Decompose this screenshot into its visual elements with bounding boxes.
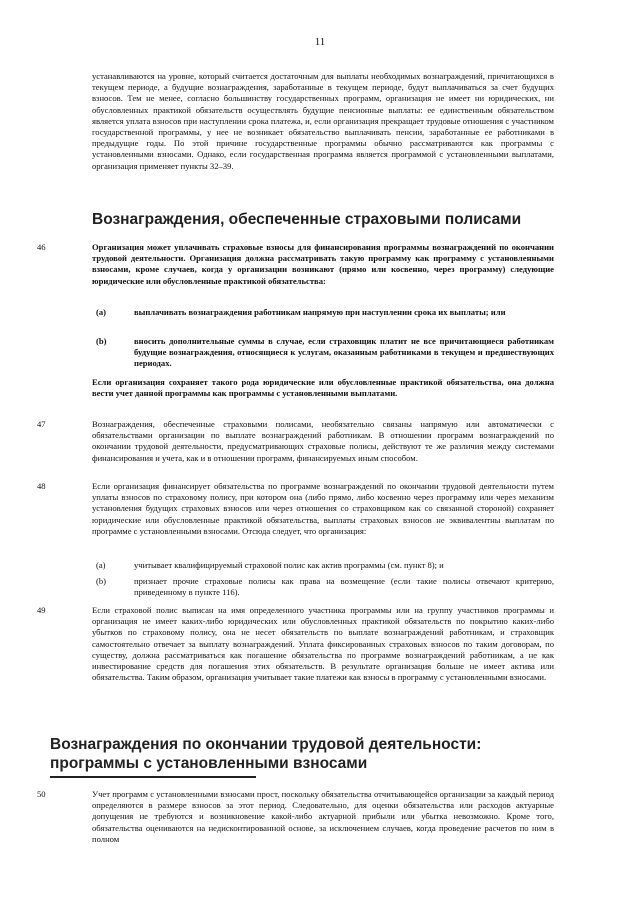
paragraph-number-49: 49 — [37, 605, 46, 615]
item-48b-text: признает прочие страховые полисы как права на возмещение (если такие полисы отвечают критерию, приведенному в пункте 116). — [134, 576, 554, 598]
section-heading-defined-contribution: Вознаграждения по окончании трудовой деятельности: программы с установленными взносами — [50, 736, 482, 772]
item-48a-text: учитывает квалифицируемый страховой полис как актив программы (см. пункт 8); и — [134, 560, 444, 570]
item-label-48a: (a) — [96, 560, 106, 570]
paragraph-50-text: Учет программ с установленными взносами прост, поскольку обязательства отчитывающейся организации за каждый период определяются в размере взносов за этот период. Следовательно, для оценки обязательства или расходов актуарные допущения не требуются и возникновение какой-либо актуарной прибыли или убытка невозможно. Кроме того, обязательства оцениваются на недисконтированной основе, за исключением случаев, когда проведение расчетов по ним в полном — [92, 789, 554, 844]
paragraph-48-text: Если организация финансирует обязательства по программе вознаграждений по окончании трудовой деятельности путем уплаты взносов по страховому полису, при котором она (либо прямо, либо косвенно через программу или через механизм установления будущих страховых взносов или через отношения со страховщиком как со связанной стороной) сохраняет юридические или обусловленные практикой обязательства, выплаты страховых взносов не эквивалентны выплатам по программе с установленными взносами. Отсюда следует, что организация: — [92, 481, 554, 536]
section-heading-insurance: Вознаграждения, обеспеченные страховыми полисами — [92, 211, 522, 228]
paragraph-number-50: 50 — [37, 789, 46, 799]
item-label-48b: (b) — [96, 576, 107, 586]
paragraph-number-48: 48 — [37, 481, 46, 491]
paragraph-number-47: 47 — [37, 419, 46, 429]
item-46a-text: выплачивать вознаграждения работникам напрямую при наступлении срока их выплаты; или — [134, 307, 506, 317]
item-46b-text: вносить дополнительные суммы в случае, если страховщик платит не все причитающиеся работникам будущие вознаграждения, относящиеся к услугам, оказанным работниками в текущем и предшествующих периодах. — [134, 336, 554, 369]
page-number: 11 — [314, 36, 326, 48]
item-label-46a: (a) — [96, 307, 107, 317]
paragraph-46-text: Организация может уплачивать страховые взносы для финансирования программы вознаграждений по окончании трудовой деятельности. Организация должна рассматривать такую программу как программу с установленными взносами, кроме случаев, когда у организации возникают (прямо или косвенно, через программу) следующие юридические или обусловленные практикой обязательства: — [92, 242, 554, 286]
heading-underline — [50, 776, 256, 778]
item-label-46b: (b) — [96, 336, 107, 346]
paragraph-46-closing: Если организация сохраняет такого рода юридические или обусловленные практикой обязательства, она должна вести учет данной программы как программы с установленными выплатами. — [92, 377, 554, 399]
paragraph-47-text: Вознаграждения, обеспеченные страховыми полисами, необязательно связаны напрямую или автоматически с обязательствами организации по выплате вознаграждений работникам. В отношении программ вознаграждений по окончании трудовой деятельности, предусматривающих страховые полисы, действуют те же различия между системами финансирования и учета, как и в отношении программ, финансируемых иным способом. — [92, 419, 554, 463]
paragraph-number-46: 46 — [37, 242, 46, 252]
intro-paragraph: устанавливаются на уровне, который считается достаточным для выплаты необходимых вознаграждений, причитающихся в текущем периоде, а будущие вознаграждения, заработанные в текущем периоде, будут выплачиваться за счет будущих взносов. Тем не менее, согласно большинству государственных программ, организация не имеет ни юридических, ни обусловленных практикой обязательств осуществлять будущие пенсионные выплаты: ее единственным обязательством является уплата взносов при наступлении срока платежа, и, если организация прекращает трудовые отношения с участником государственной программы, у нее не возникает обязательство выплачивать пенсии, заработанные ее работниками в предыдущие годы. По этой причине государственные программы обычно рассматриваются как программы с установленными взносами. Однако, если государственная программа является программой с установленными выплатами, организация применяет пункты 32–39. — [92, 71, 554, 171]
paragraph-49-text: Если страховой полис выписан на имя определенного участника программы или на группу участников программы и организация не имеет каких-либо юридических или обусловленных практикой обязательств по покрытию каких-либо убытков по страховому полису, она не несет обязательств по выплате вознаграждений работникам, и страховщик самостоятельно отвечает за выплату вознаграждений. Уплата фиксированных страховых взносов по таким договорам, по существу, должна рассматриваться как погашение обязательства по программе вознаграждений работникам, а не как инвестирование средств для погашения этих обязательств. В результате организация больше не имеет актива или обязательства. Таким образом, организация учитывает такие платежи как взносы в программу с установленными взносами. — [92, 605, 554, 683]
